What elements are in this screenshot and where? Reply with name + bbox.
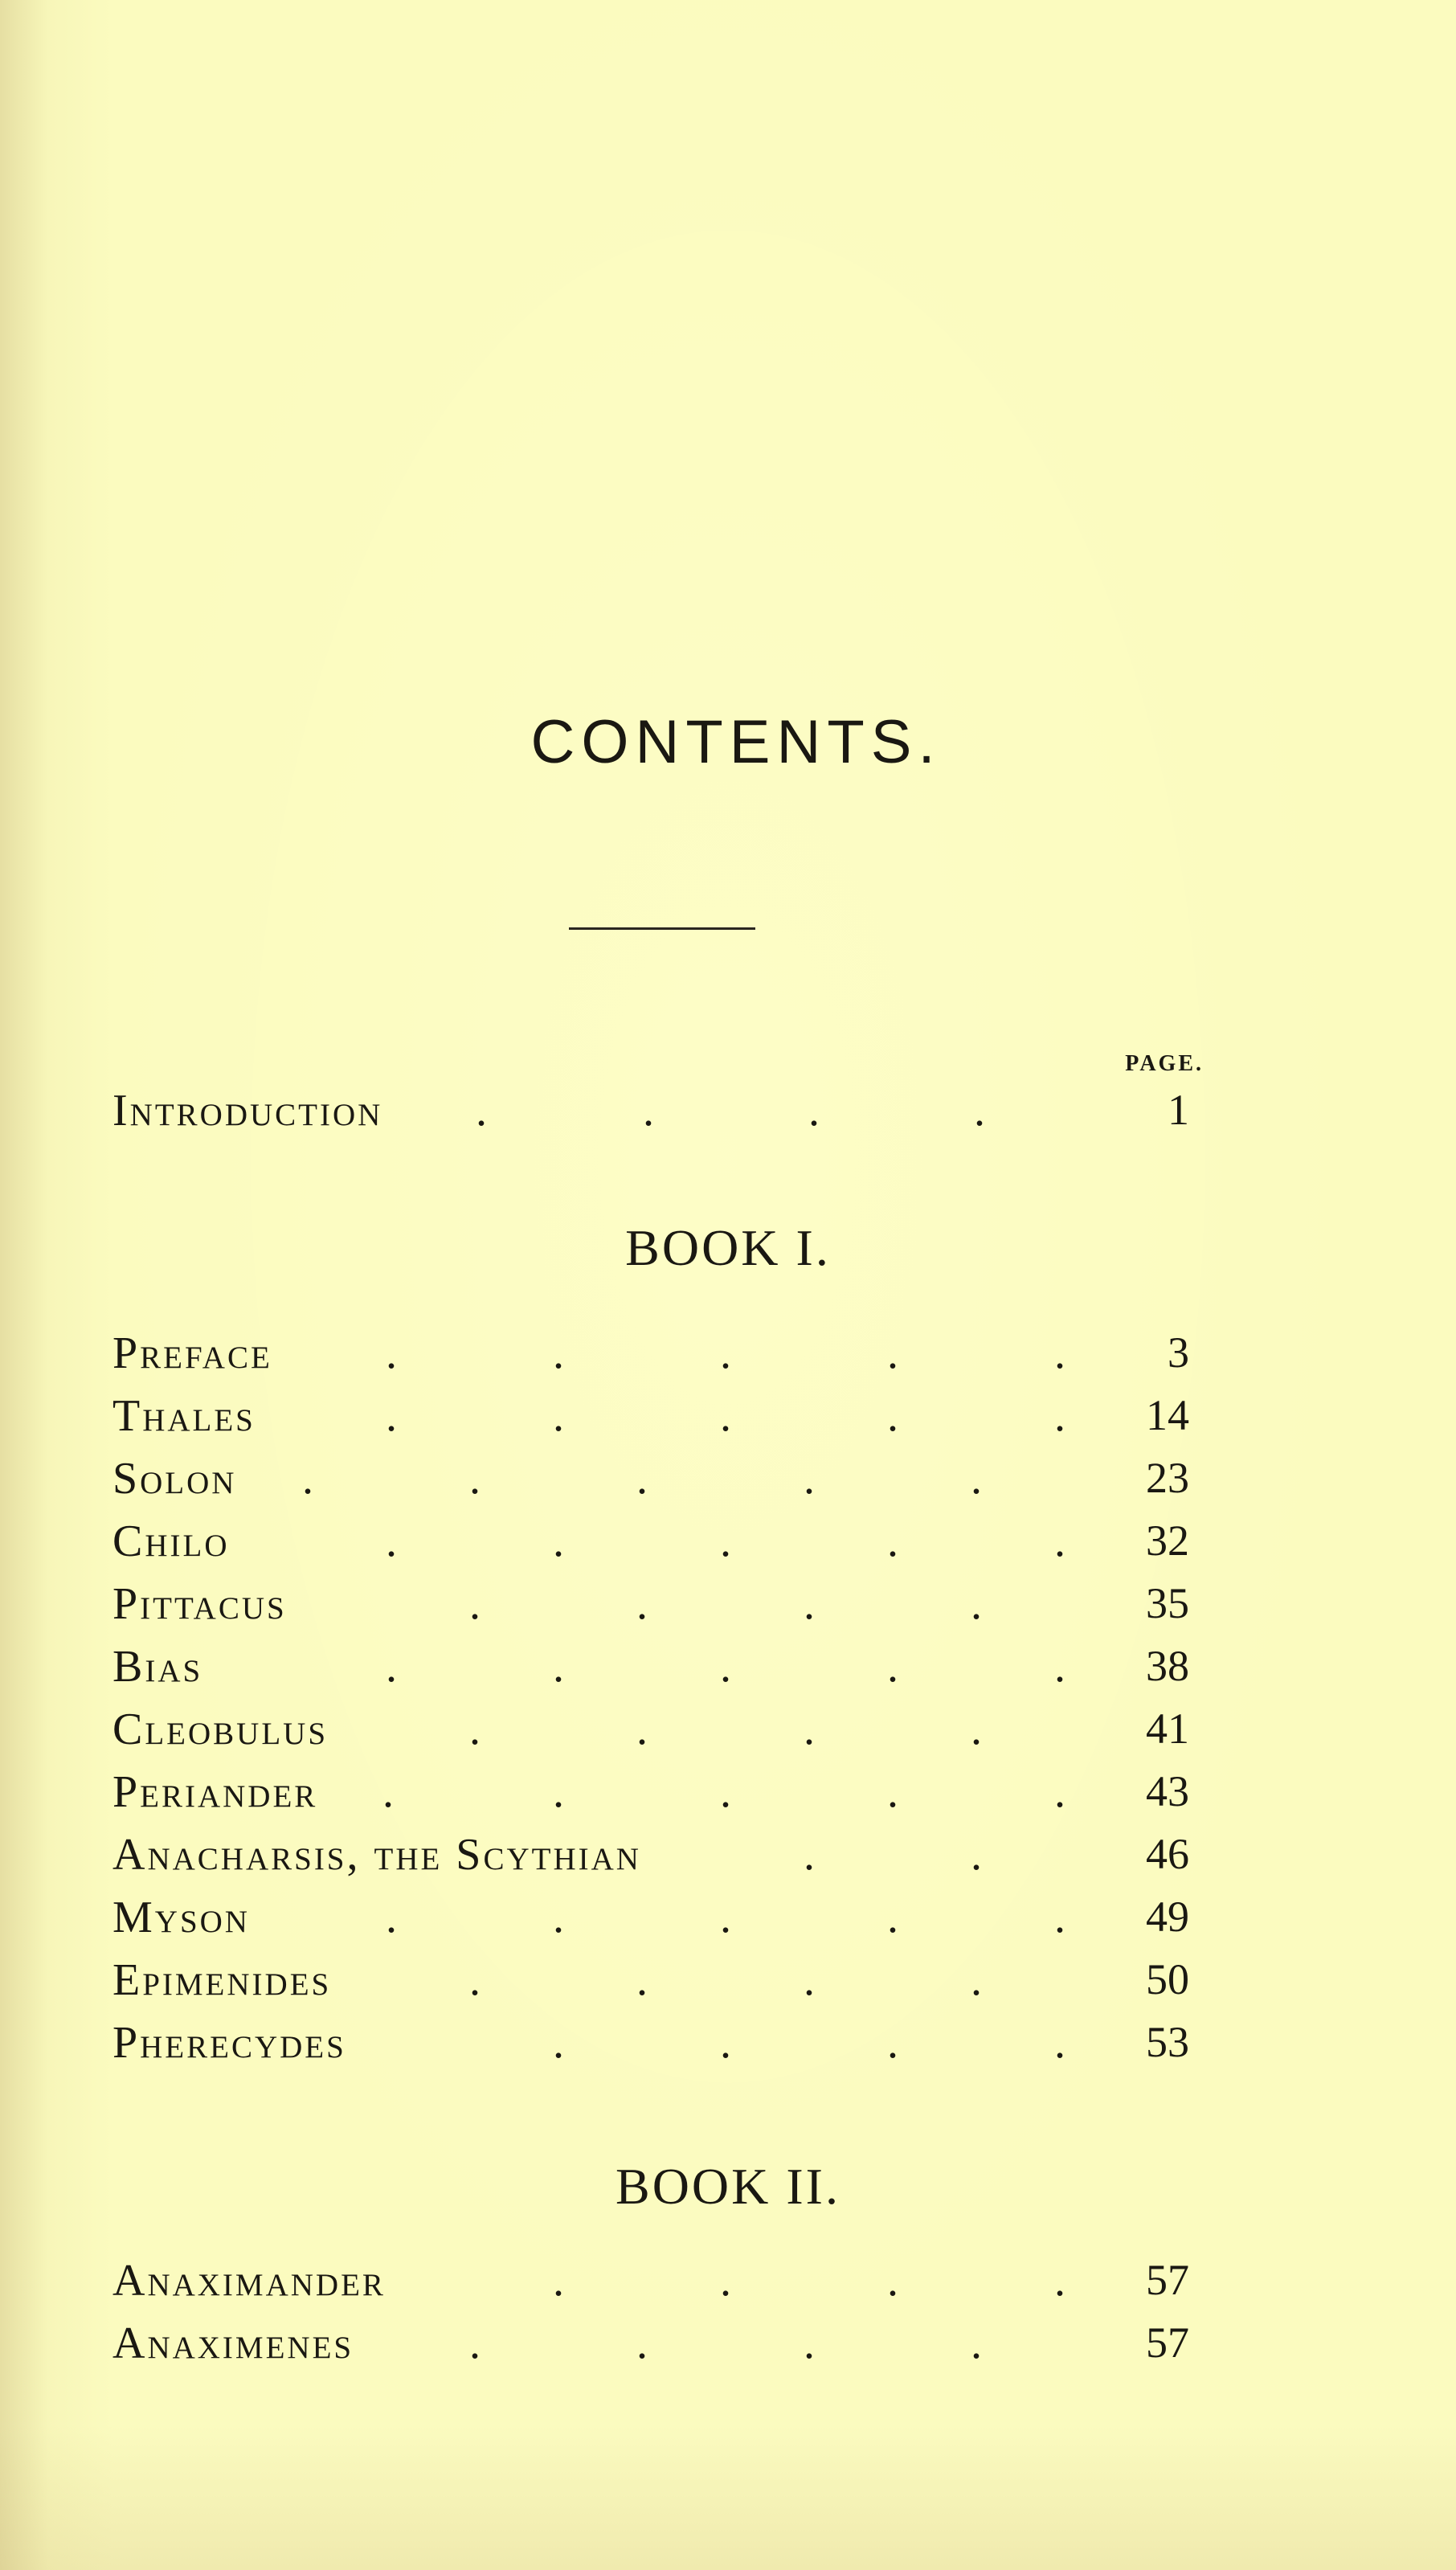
toc-entry-page: 46 <box>1146 1830 1189 1878</box>
leader-dot: . <box>1054 1328 1065 1378</box>
leader-dot: . <box>971 1579 982 1629</box>
toc-entry[interactable] <box>112 1453 1189 1509</box>
toc-entry-name: Chilo <box>112 1516 230 1566</box>
toc-entry-page: 3 <box>1168 1328 1189 1377</box>
leader-dot: . <box>720 1516 731 1566</box>
leader-dot: . <box>553 2256 564 2306</box>
leader-dot: . <box>971 2318 982 2368</box>
toc-entry-page: 38 <box>1146 1642 1189 1690</box>
leader-dot: . <box>720 1391 731 1441</box>
toc-entry[interactable] <box>112 2255 1189 2311</box>
toc-entry-page: 14 <box>1146 1391 1189 1439</box>
leader-dot: . <box>553 1893 564 1942</box>
toc-entry-page: 49 <box>1146 1893 1189 1941</box>
toc-entry-name: Thales <box>112 1391 256 1441</box>
toc-entry-page: 23 <box>1146 1454 1189 1502</box>
toc-entry-name: Anaximenes <box>112 2318 354 2368</box>
leader-dot: . <box>1054 2018 1065 2068</box>
toc-entry-name: Periander <box>112 1767 318 1817</box>
leader-dot: . <box>1054 1642 1065 1692</box>
toc-entry-page: 57 <box>1146 2256 1189 2304</box>
toc-entry-name: Introduction <box>112 1086 383 1136</box>
page-column-label: PAGE. <box>1125 1051 1204 1076</box>
toc-entry[interactable] <box>112 1390 1189 1447</box>
leader-dot: . <box>808 1086 820 1136</box>
leader-dot: . <box>469 1454 481 1504</box>
toc-entry-page: 35 <box>1146 1579 1189 1627</box>
leader-dot: . <box>887 1893 898 1942</box>
leader-dot: . <box>1054 1893 1065 1942</box>
leader-dot: . <box>636 1704 648 1754</box>
leader-dot: . <box>971 1454 982 1504</box>
leader-dot: . <box>971 1830 982 1880</box>
book-heading: BOOK I. <box>625 1219 831 1276</box>
toc-entry-name: Pittacus <box>112 1579 287 1629</box>
toc-entry-page: 50 <box>1146 1955 1189 2003</box>
toc-entry[interactable] <box>112 2318 1189 2374</box>
leader-dot: . <box>887 1516 898 1566</box>
toc-entry[interactable] <box>112 1328 1189 1384</box>
toc-entry-page: 43 <box>1146 1767 1189 1815</box>
toc-entry-name: Solon <box>112 1454 237 1504</box>
leader-dot: . <box>469 1704 481 1754</box>
leader-dot: . <box>469 1579 481 1629</box>
leader-dot: . <box>887 2256 898 2306</box>
toc-entry[interactable] <box>112 1578 1189 1635</box>
leader-dot: . <box>636 1955 648 2005</box>
toc-entry[interactable] <box>112 2017 1189 2073</box>
toc-entry-page: 41 <box>1146 1704 1189 1753</box>
toc-entry[interactable] <box>112 1516 1189 1572</box>
toc-entry-name: Pherecydes <box>112 2018 346 2068</box>
leader-dot: . <box>469 2318 481 2368</box>
leader-dot: . <box>553 2018 564 2068</box>
leader-dot: . <box>804 1454 815 1504</box>
leader-dot: . <box>971 1955 982 2005</box>
leader-dot: . <box>643 1086 654 1136</box>
leader-dot: . <box>1054 1516 1065 1566</box>
leader-dot: . <box>804 1830 815 1880</box>
leader-dot: . <box>887 1767 898 1817</box>
leader-dot: . <box>386 1893 397 1942</box>
leader-dot: . <box>720 1328 731 1378</box>
toc-entry-name: Anaximander <box>112 2256 386 2306</box>
title-rule <box>569 927 755 930</box>
toc-entry-page: 1 <box>1168 1086 1189 1134</box>
leader-dot: . <box>553 1516 564 1566</box>
leader-dot: . <box>386 1642 397 1692</box>
leader-dot: . <box>804 1704 815 1754</box>
book-heading: BOOK II. <box>616 2158 840 2215</box>
leader-dot: . <box>386 1516 397 1566</box>
leader-dot: . <box>553 1767 564 1817</box>
leader-dot: . <box>386 1391 397 1441</box>
leader-dot: . <box>469 1955 481 2005</box>
leader-dot: . <box>720 1893 731 1942</box>
leader-dot: . <box>720 1767 731 1817</box>
leader-dot: . <box>636 1454 648 1504</box>
toc-entry-name: Cleobulus <box>112 1704 329 1754</box>
leader-dot: . <box>302 1454 313 1504</box>
toc-entry-name: Anacharsis, the Scythian <box>112 1830 641 1880</box>
leader-dot: . <box>974 1086 985 1136</box>
toc-entry-name: Myson <box>112 1893 250 1942</box>
leader-dot: . <box>804 1579 815 1629</box>
leader-dot: . <box>636 1579 648 1629</box>
toc-entry[interactable] <box>112 1641 1189 1697</box>
leader-dot: . <box>887 1328 898 1378</box>
toc-entry-introduction[interactable] <box>112 1085 1189 1141</box>
leader-dot: . <box>971 1704 982 1754</box>
leader-dot: . <box>1054 2256 1065 2306</box>
leader-dot: . <box>386 1328 397 1378</box>
toc-entry[interactable] <box>112 1766 1189 1823</box>
toc-entry[interactable] <box>112 1892 1189 1948</box>
leader-dot: . <box>476 1086 487 1136</box>
toc-entry-page: 53 <box>1146 2018 1189 2066</box>
leader-dot: . <box>553 1391 564 1441</box>
leader-dot: . <box>720 2018 731 2068</box>
toc-entry[interactable] <box>112 1829 1189 1885</box>
toc-entry-name: Preface <box>112 1328 272 1378</box>
leader-dot: . <box>1054 1391 1065 1441</box>
leader-dot: . <box>720 1642 731 1692</box>
leader-dot: . <box>382 1767 394 1817</box>
leader-dot: . <box>1054 1767 1065 1817</box>
toc-entry-name: Epimenides <box>112 1955 332 2005</box>
toc-entry-name: Bias <box>112 1642 203 1692</box>
toc-entry[interactable] <box>112 1704 1189 1760</box>
leader-dot: . <box>804 1955 815 2005</box>
contents-title: CONTENTS. <box>530 708 942 776</box>
leader-dot: . <box>887 1642 898 1692</box>
leader-dot: . <box>804 2318 815 2368</box>
leader-dot: . <box>553 1642 564 1692</box>
toc-entry-page: 32 <box>1146 1516 1189 1565</box>
toc-entry[interactable] <box>112 1954 1189 2011</box>
leader-dot: . <box>720 2256 731 2306</box>
leader-dot: . <box>887 2018 898 2068</box>
toc-entry-page: 57 <box>1146 2318 1189 2367</box>
leader-dot: . <box>887 1391 898 1441</box>
leader-dot: . <box>553 1328 564 1378</box>
leader-dot: . <box>636 2318 648 2368</box>
